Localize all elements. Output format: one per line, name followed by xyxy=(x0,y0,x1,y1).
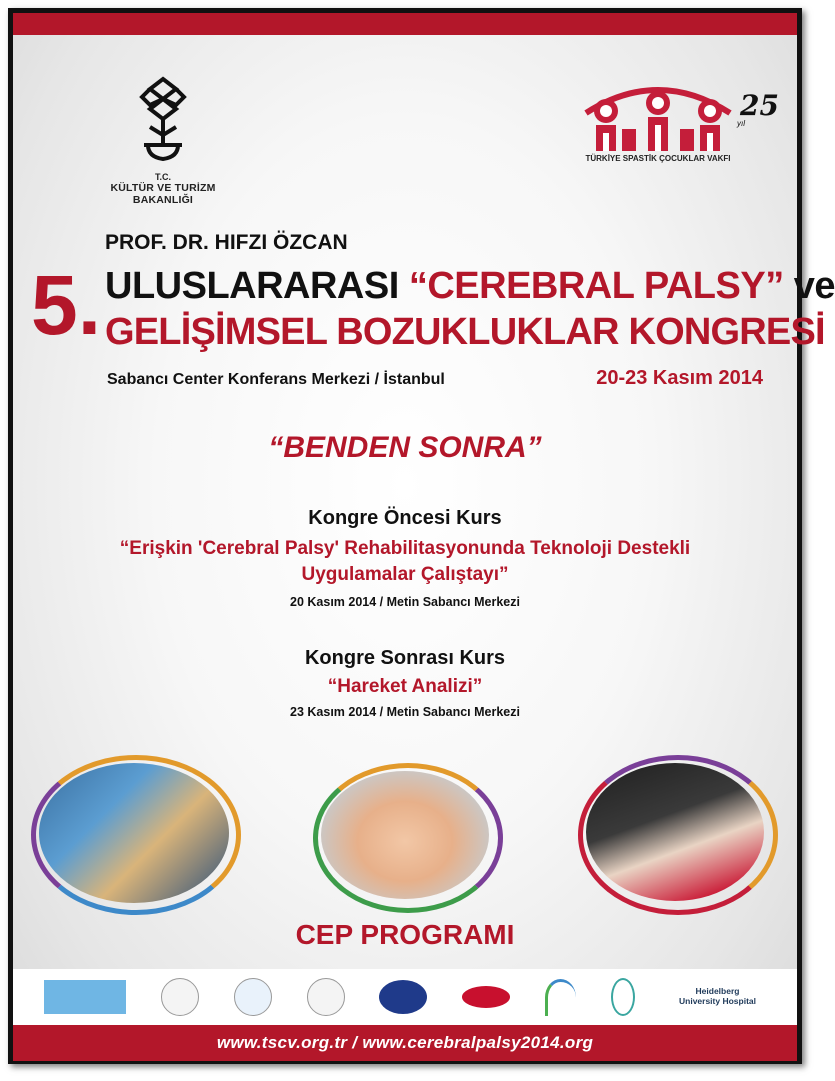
pre-course-heading: Kongre Öncesi Kurs xyxy=(308,507,502,529)
sponsor-logo-6 xyxy=(462,986,510,1008)
children-figures-icon xyxy=(578,73,738,153)
pre-course-title-line-2: Uygulamalar Çalıştayı” xyxy=(301,564,509,585)
photo-child-smiling xyxy=(39,763,229,903)
post-course-heading: Kongre Sonrası Kurs xyxy=(304,647,506,669)
post-course-title: “Hareket Analizi” xyxy=(327,676,483,697)
knot-emblem-icon xyxy=(138,75,188,165)
title-prefix: ULUSLARARASI xyxy=(105,265,399,307)
foundation-logo xyxy=(568,73,748,163)
sponsor-strip xyxy=(13,969,797,1025)
sponsor-logo-2 xyxy=(161,978,199,1016)
title-line-2: GELİŞİMSEL BOZUKLUKLAR KONGRESİ xyxy=(105,311,825,353)
honoree-name: PROF. DR. HIFZI ÖZCAN xyxy=(105,231,348,254)
photo-therapy-session xyxy=(586,763,764,901)
title-suffix: ve xyxy=(793,265,835,307)
foundation-name: TÜRKİYE SPASTİK ÇOCUKLAR VAKFI xyxy=(585,154,731,163)
footer-websites[interactable]: www.tscv.org.tr / www.cerebralpalsy2014.org xyxy=(13,1025,797,1061)
sponsor-logo-3 xyxy=(234,978,272,1016)
sponsor-heidelberg xyxy=(670,979,766,1015)
sponsor-logo-4 xyxy=(307,978,345,1016)
heidelberg-line-2: University Hospital xyxy=(679,996,756,1006)
ministry-name: KÜLTÜR VE TURİZM BAKANLIĞI xyxy=(110,182,216,206)
ministry-tc-label: T.C. xyxy=(154,172,171,182)
post-course-date: 23 Kasım 2014 / Metin Sabancı Merkezi xyxy=(290,705,520,719)
title-line-1 xyxy=(105,265,835,308)
foundation-anniversary-suffix: yıl xyxy=(737,119,745,128)
photo-holding-hands xyxy=(321,771,489,899)
congress-poster xyxy=(13,13,835,1061)
sponsor-logo-5 xyxy=(379,980,427,1014)
top-red-bar xyxy=(13,13,797,35)
program-label: CEP PROGRAMI xyxy=(295,919,515,950)
sponsor-logo-7 xyxy=(545,979,576,1016)
congress-dates: 20-23 Kasım 2014 xyxy=(596,367,763,389)
pre-course-date: 20 Kasım 2014 / Metin Sabancı Merkezi xyxy=(290,595,520,609)
heidelberg-line-1: Heidelberg xyxy=(695,986,740,997)
sponsor-logo-1 xyxy=(44,980,126,1014)
motto: “BENDEN SONRA” xyxy=(268,431,542,464)
edition-number: 5. xyxy=(31,258,102,352)
venue-text: Sabancı Center Konferans Merkezi / İstanbul xyxy=(107,371,445,388)
foundation-anniversary: 25 xyxy=(740,89,779,122)
title-highlight: “CEREBRAL PALSY” xyxy=(408,265,784,307)
pre-course-title-line-1: “Erişkin 'Cerebral Palsy' Rehabilitasyonunda Teknoloji Destekli xyxy=(119,538,691,559)
sponsor-logo-8 xyxy=(611,978,635,1016)
ministry-logo xyxy=(93,75,233,206)
